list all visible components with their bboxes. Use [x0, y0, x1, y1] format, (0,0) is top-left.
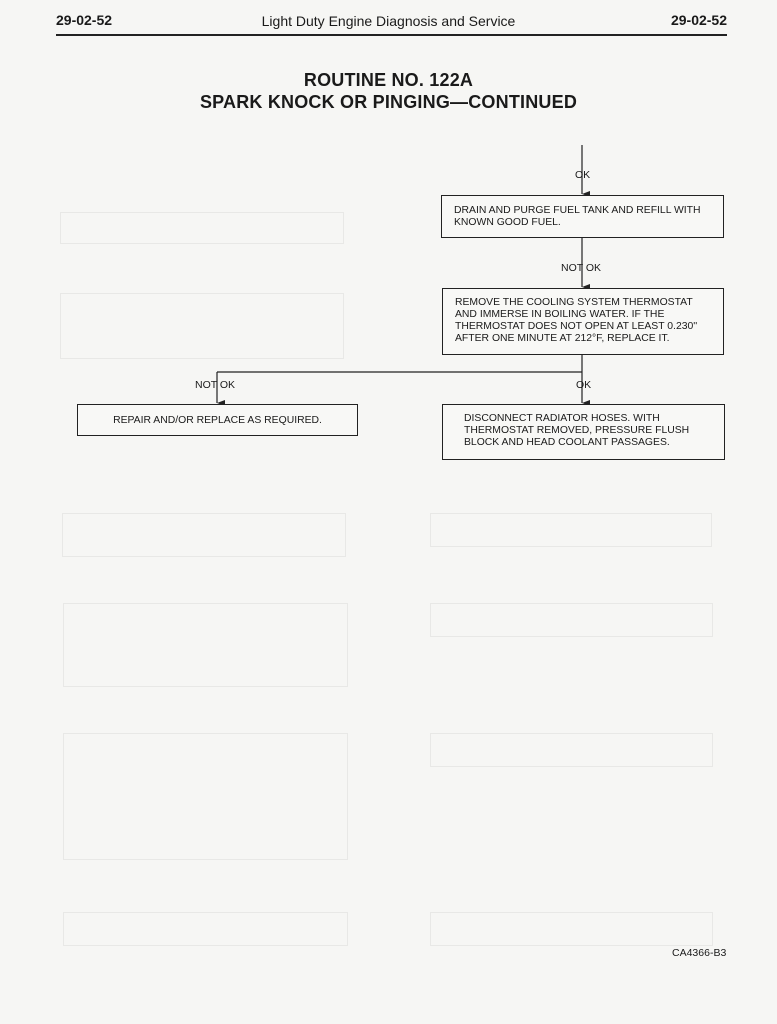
- flow-label-not-ok: NOT OK: [561, 262, 602, 274]
- step-flush-coolant-passages: DISCONNECT RADIATOR HOSES. WITH THERMOSTAT REMOVED, PRESSURE FLUSH BLOCK AND HEAD COOLANT PASSAGES.: [442, 404, 725, 460]
- running-header-title: Light Duty Engine Diagnosis and Service: [261, 13, 516, 29]
- flow-label-not-ok-left: NOT OK: [195, 379, 236, 391]
- page-number-right: 29-02-52: [670, 12, 727, 28]
- step-drain-fuel-tank: DRAIN AND PURGE FUEL TANK AND REFILL WITH KNOWN GOOD FUEL.: [441, 195, 724, 238]
- routine-title: ROUTINE NO. 122A: [303, 70, 474, 90]
- page-number-left: 29-02-52: [56, 12, 113, 28]
- flow-label-ok-right: OK: [576, 379, 592, 391]
- flow-label-ok: OK: [575, 169, 591, 181]
- figure-code: CA4366-B3: [672, 947, 727, 959]
- step-repair-replace: REPAIR AND/OR REPLACE AS REQUIRED.: [77, 404, 358, 436]
- step-test-thermostat: REMOVE THE COOLING SYSTEM THERMOSTAT AND IMMERSE IN BOILING WATER. IF THE THERMOSTAT DOES NOT OPEN AT LEAST 0.230'' AFTER ONE MINUTE AT 212°F, REPLACE IT.: [442, 288, 724, 355]
- routine-subtitle: SPARK KNOCK OR PINGING—CONTINUED: [199, 92, 578, 112]
